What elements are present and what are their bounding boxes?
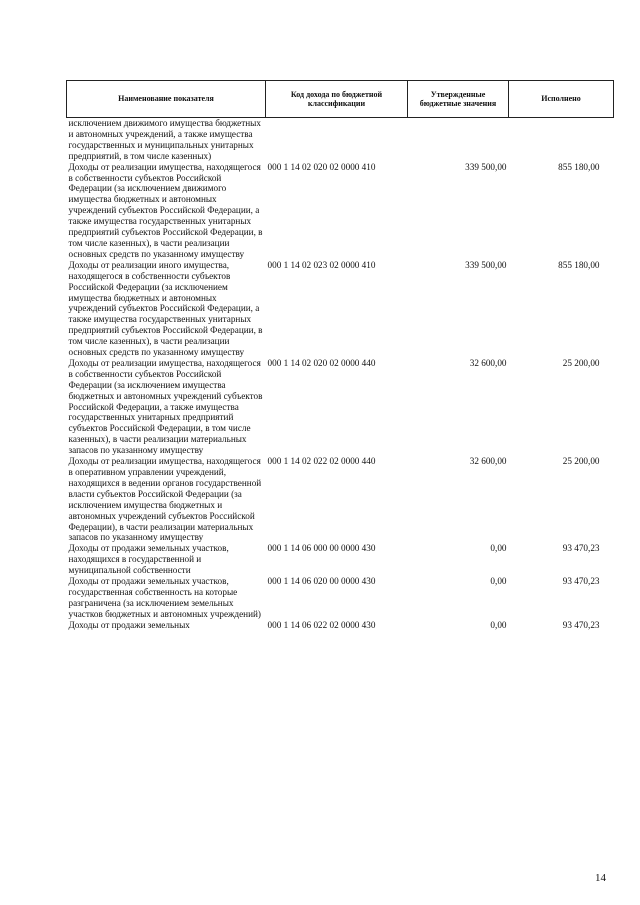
header-executed: Исполнено (509, 81, 614, 118)
cell-indicator-name: Доходы от реализации имущества, находящегося в собственности субъектов Российской Федерации (за исключением имущества бюджетных и автономных учреждений субъектов Российской Федерации, а также имущества государственных унитарных предприятий субъектов Российской Федерации, в том числе казенных), в части реализации материальных запасов по указанному имуществу (68, 357, 263, 456)
table-row (67, 456, 614, 543)
cell-indicator-name: Доходы от продажи земельных участков, находящихся в государственной и муниципальной собственности (68, 543, 229, 576)
cell-revenue-code: 000 1 14 06 022 02 0000 430 (267, 619, 376, 630)
cell-executed-value: 93 470,23 (562, 619, 600, 630)
cell-approved-value: 0,00 (490, 576, 507, 587)
cell-indicator-name: Доходы от продажи земельных участков, государственная собственность на которые разграничена (за исключением земельных участков бюджетных и автономных учреждений) (68, 576, 261, 619)
cell-approved-value: 32 600,00 (469, 456, 507, 467)
cell-executed-value: 93 470,23 (562, 576, 600, 587)
header-approved-values: Утвержденные бюджетные значения (408, 81, 509, 118)
table-body (67, 118, 614, 631)
cell-executed-value: 25 200,00 (562, 357, 600, 368)
cell-approved-value (408, 118, 509, 162)
table-row (67, 118, 614, 162)
cell-indicator-name: Доходы от реализации имущества, находящегося в собственности субъектов Российской Федерации (за исключением движимого имущества бюджетных и автономных учреждений субъектов Российской Федерации, а также имущества государственных унитарных предприятий субъектов Российской Федерации, в том числе казенных), в части реализации основных средств по указанному имуществу (68, 161, 263, 259)
cell-executed-value: 25 200,00 (562, 456, 600, 467)
table-row (67, 358, 614, 456)
cell-indicator-name: Доходы от реализации имущества, находящегося в оперативном управлении учреждений, находящихся в ведении органов государственной власти субъектов Российской Федерации (за исключением имущества бюджетных и автономных учреждений субъектов Российской Федерации), в части реализации материальных запасов по указанному имуществу (68, 456, 262, 543)
cell-revenue-code: 000 1 14 02 020 02 0000 410 (267, 161, 376, 172)
cell-approved-value: 339 500,00 (465, 161, 507, 172)
cell-executed-value: 93 470,23 (562, 543, 600, 554)
cell-executed-value: 855 180,00 (558, 161, 600, 172)
header-revenue-code: Код дохода по бюджетной классификации (266, 81, 408, 118)
cell-revenue-code: 000 1 14 06 000 00 0000 430 (267, 543, 376, 554)
cell-revenue-code: 000 1 14 06 020 00 0000 430 (267, 576, 376, 587)
table-row (67, 260, 614, 358)
budget-revenue-table (66, 80, 614, 631)
table-row (67, 620, 614, 631)
cell-revenue-code (266, 118, 408, 162)
header-indicator-name: Наименование показателя (67, 81, 266, 118)
cell-revenue-code: 000 1 14 02 023 02 0000 410 (267, 259, 376, 270)
cell-indicator-name: исключением движимого имущества бюджетных и автономных учреждений, а также имущества государственных и муниципальных унитарных предприятий, в том числе казенных) (68, 118, 261, 161)
cell-approved-value: 339 500,00 (465, 259, 507, 270)
cell-indicator-name: Доходы от продажи земельных (68, 619, 190, 630)
cell-indicator-name: Доходы от реализации иного имущества, находящегося в собственности субъектов Российской Федерации (за исключением имущества бюджетных и автономных учреждений субъектов Российской Федерации, а также имущества государственных унитарных предприятий субъектов Российской Федерации, в том числе казенных), в части реализации основных средств по указанному имуществу (68, 259, 263, 358)
cell-revenue-code: 000 1 14 02 020 02 0000 440 (267, 357, 376, 368)
table-row (67, 576, 614, 620)
page-number: 14 (595, 872, 606, 884)
cell-approved-value: 0,00 (490, 619, 507, 630)
cell-executed-value (509, 118, 614, 162)
cell-approved-value: 0,00 (490, 543, 507, 554)
table-header-row (67, 81, 614, 118)
table-row (67, 543, 614, 576)
cell-approved-value: 32 600,00 (469, 357, 507, 368)
cell-revenue-code: 000 1 14 02 022 02 0000 440 (267, 456, 376, 467)
table-row (67, 162, 614, 260)
cell-executed-value: 855 180,00 (558, 259, 600, 270)
